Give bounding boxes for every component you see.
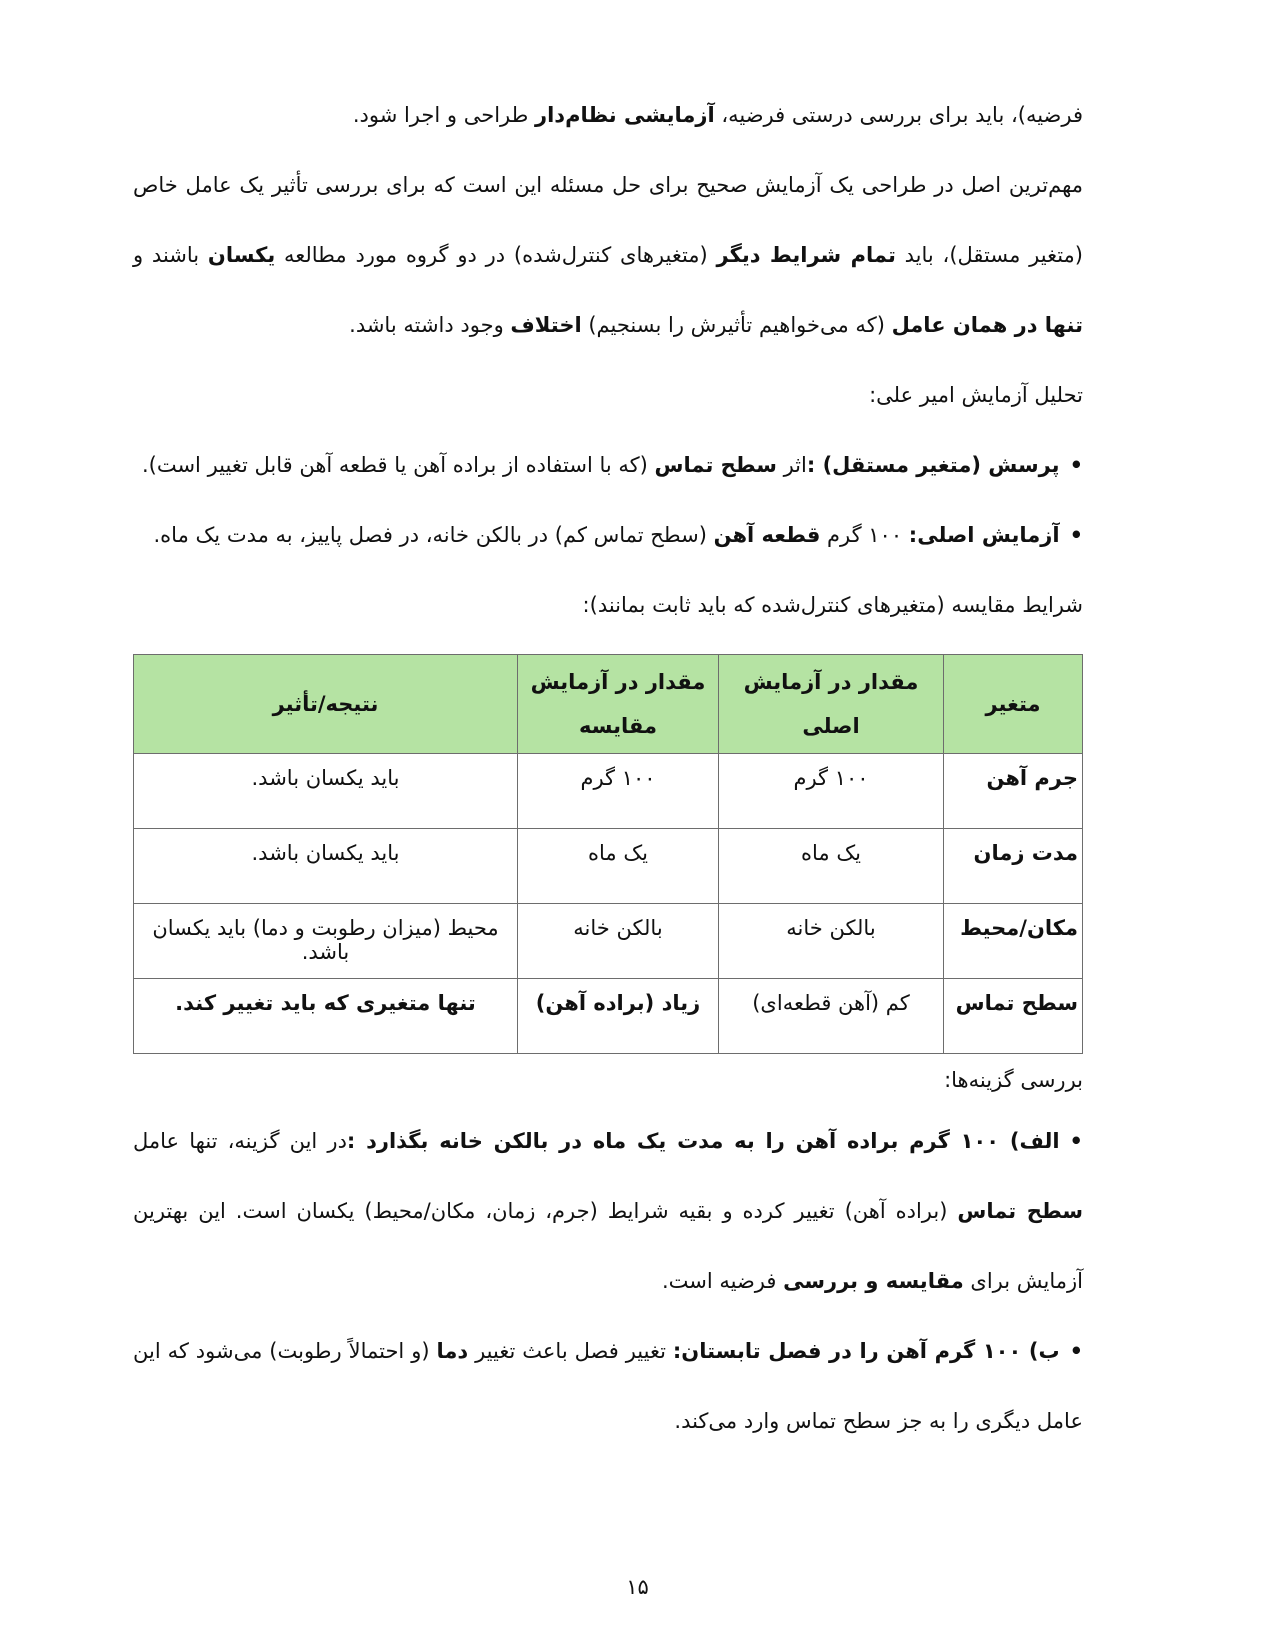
bullet-icon: • <box>1069 453 1083 477</box>
cell-result: باید یکسان باشد. <box>134 754 518 829</box>
document-page <box>133 80 1083 1456</box>
table-row <box>134 829 1083 904</box>
options-heading: بررسی گزینه‌ها: <box>944 1068 1083 1092</box>
cell-comparison-value: زیاد (براده آهن) <box>518 979 719 1054</box>
bullet-main-experiment: •آزمایش اصلی: ۱۰۰ گرم قطعه آهن (سطح تماس کم) در بالکن خانه، در فصل پاییز، به مدت یک ماه. <box>133 500 1083 570</box>
header-result: نتیجه/تأثیر <box>134 655 518 754</box>
cell-result: محیط (میزان رطوبت و دما) باید یکسان باشد. <box>134 904 518 979</box>
cell-main-value: کم (آهن قطعه‌ای) <box>719 979 944 1054</box>
cell-result: تنها متغیری که باید تغییر کند. <box>134 979 518 1054</box>
cell-variable: مدت زمان <box>944 829 1083 904</box>
option-alef: •الف) ۱۰۰ گرم براده آهن را به مدت یک ماه در بالکن خانه بگذارد :در این گزینه، تنها عامل سطح تماس (براده آهن) تغییر کرده و بقیه شرایط (جرم، زمان، مکان/محیط) یکسان است. این بهترین آزمایش برای مقایسه و بررسی فرضیه است. <box>133 1106 1083 1316</box>
cell-comparison-value: یک ماه <box>518 829 719 904</box>
cell-variable: جرم آهن <box>944 754 1083 829</box>
table-row <box>134 754 1083 829</box>
cell-main-value: ۱۰۰ گرم <box>719 754 944 829</box>
option-be: •ب) ۱۰۰ گرم آهن را در فصل تابستان: تغییر فصل باعث تغییر دما (و احتمالاً رطوبت) می‌شود که این عامل دیگری را به جز سطح تماس وارد می‌کند. <box>133 1316 1083 1456</box>
paragraph-principle: مهم‌ترین اصل در طراحی یک آزمایش صحیح برای حل مسئله این است که برای بررسی تأثیر یک عامل خاص (متغیر مستقل)، باید تمام شرایط دیگر (متغیرهای کنترل‌شده) در دو گروه مورد مطالعه یکسان باشند و تنها در همان عامل (که می‌خواهیم تأثیرش را بسنجیم) اختلاف وجود داشته باشد. <box>133 173 1083 337</box>
table-row <box>134 979 1083 1054</box>
cell-variable: سطح تماس <box>944 979 1083 1054</box>
bullet-question: •پرسش (متغیر مستقل) :اثر سطح تماس (که با استفاده از براده آهن یا قطعه آهن قابل تغییر است). <box>133 430 1083 500</box>
bullet-icon: • <box>1069 1339 1083 1363</box>
bullet-icon: • <box>1069 523 1083 547</box>
cell-comparison-value: ۱۰۰ گرم <box>518 754 719 829</box>
table-row <box>134 904 1083 979</box>
cell-main-value: یک ماه <box>719 829 944 904</box>
cell-result: باید یکسان باشد. <box>134 829 518 904</box>
header-main-value: مقدار در آزمایش اصلی <box>719 655 944 754</box>
table-header-row <box>134 655 1083 754</box>
table-intro: شرایط مقایسه (متغیرهای کنترل‌شده که باید ثابت بمانند): <box>582 593 1083 617</box>
cell-variable: مکان/محیط <box>944 904 1083 979</box>
cell-main-value: بالکن خانه <box>719 904 944 979</box>
header-comparison-value: مقدار در آزمایش مقایسه <box>518 655 719 754</box>
analysis-heading: تحلیل آزمایش امیر علی: <box>869 383 1083 407</box>
paragraph-intro: فرضیه)، باید برای بررسی درستی فرضیه، آزمایشی نظام‌دار طراحی و اجرا شود. <box>352 103 1083 127</box>
page-number: ۱۵ <box>626 1575 649 1599</box>
bullet-icon: • <box>1069 1129 1083 1153</box>
header-variable: متغیر <box>944 655 1083 754</box>
comparison-table <box>133 654 1083 1054</box>
cell-comparison-value: بالکن خانه <box>518 904 719 979</box>
